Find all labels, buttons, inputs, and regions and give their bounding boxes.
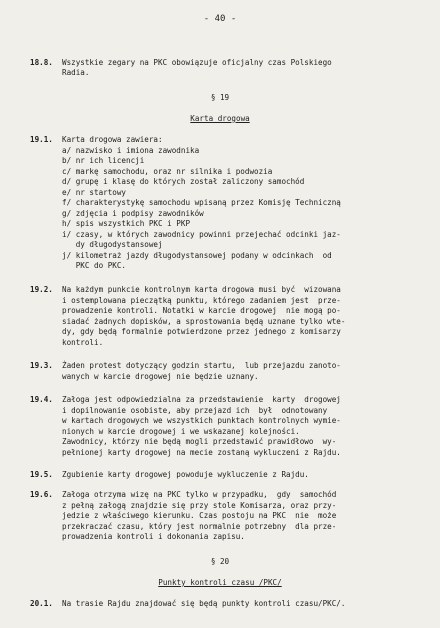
text-line: siadać żadnych dopisków, a sprostowania będą uznane tylko wte-: [62, 317, 346, 326]
section-heading: Karta drogowa: [190, 114, 250, 123]
list-item: e/ nr startowy: [62, 188, 127, 197]
section-number: 19.2.: [30, 285, 53, 294]
section-number: 19.6.: [30, 490, 53, 499]
text-line: dy, gdy będą formalnie potwierdzone przez jednego z komisarzy: [62, 327, 341, 336]
text-line: i ostemplowana pieczątką punktu, którego zadaniem jest prze-: [62, 296, 341, 305]
list-item: b/ nr ich licencji: [62, 156, 145, 165]
text-line: i dopilnowanie osobiste, aby przejazd ich był odnotowany: [62, 406, 328, 415]
section-number: 19.5.: [30, 470, 53, 479]
section-number: 18.8.: [30, 58, 53, 67]
paragraph-sign: § 20: [210, 557, 230, 566]
text-line: Zgubienie karty drogowej powoduje wykluczenie z Rajdu.: [62, 470, 309, 479]
section-number: 19.3.: [30, 361, 53, 370]
text-line: w kartach drogowych we wszystkich punktach kontrolnych wymie-: [62, 416, 341, 425]
list-item: a/ nazwisko i imiona zawodnika: [62, 146, 200, 155]
text-line: wanych w karcie drogowej nie będzie uznany.: [62, 372, 259, 381]
list-item: i/ czasy, w których zawodnicy powinni przejechać odcinki jaz-: [62, 230, 341, 239]
text-line: prowadzenie kontroli. Notatki w karcie drogowej nie mogą po-: [62, 306, 341, 315]
paragraph-sign: § 19: [210, 93, 230, 102]
list-item: g/ zdjęcia i podpisy zawodników: [62, 209, 204, 218]
list-item: PKC do PKC.: [62, 261, 127, 270]
text-line: z pełną załogą znajdzie się przy stole Komisarza, oraz przy-: [62, 501, 337, 510]
text-line: prowadzenia kontroli i dokonania zapisu.: [62, 532, 245, 541]
text-line: pełnionej karty drogowej na mecie zostaną wykluczeni z Rajdu.: [62, 448, 341, 457]
page-number: - 40 -: [203, 14, 237, 24]
list-item: d/ grupę i klasę do których został zaliczony samochód: [62, 177, 305, 186]
text-line: Karta drogowa zawiera:: [62, 135, 163, 144]
list-item: c/ markę samochodu, oraz nr silnika i podwozia: [62, 167, 273, 176]
section-number: 19.4.: [30, 395, 53, 404]
text-line: nionych w karcie drogowej i we wskazanej kolejności.: [62, 427, 300, 436]
text-line: Zawodnicy, którzy nie będą mogli przedstawić prawidłowo wy-: [62, 437, 337, 446]
text-line: Radia.: [62, 68, 90, 77]
list-item: dy długodystansowej: [62, 240, 163, 249]
text-line: Żaden protest dotyczący godzin startu, lub przejazdu zanoto-: [62, 361, 341, 370]
section-number: 20.1.: [30, 599, 53, 608]
text-line: Wszystkie zegary na PKC obowiązuje oficjalny czas Polskiego: [62, 58, 332, 67]
text-line: Na każdym punkcie kontrolnym karta drogowa musi być wizowana: [62, 285, 341, 294]
text-line: Załoga otrzyma wizę na PKC tylko w przypadku, gdy samochód: [62, 490, 337, 499]
text-line: jedzie z właściwego kierunku. Czas postoju na PKC nie może: [62, 511, 337, 520]
list-item: f/ charakterystykę samochodu wpisaną przez Komisję Techniczną: [62, 198, 341, 207]
text-line: Załoga jest odpowiedzialna za przedstawienie karty drogowej: [62, 395, 341, 404]
list-item: j/ kilometraż jazdy długodystansowej podany w odcinkach od: [62, 251, 332, 260]
list-item: h/ spis wszystkich PKC i PKP: [62, 219, 191, 228]
heading-wrap: [0, 578, 440, 587]
section-heading: Punkty kontroli czasu /PKC/: [158, 578, 282, 587]
text-line: Na trasie Rajdu znajdować się będą punkty kontroli czasu/PKC/.: [62, 599, 346, 608]
text-line: przekraczać czasu, który jest normalnie potrzebny dla prze-: [62, 522, 337, 531]
heading-wrap: [0, 114, 440, 123]
text-line: kontroli.: [62, 338, 104, 347]
section-number: 19.1.: [30, 135, 53, 144]
